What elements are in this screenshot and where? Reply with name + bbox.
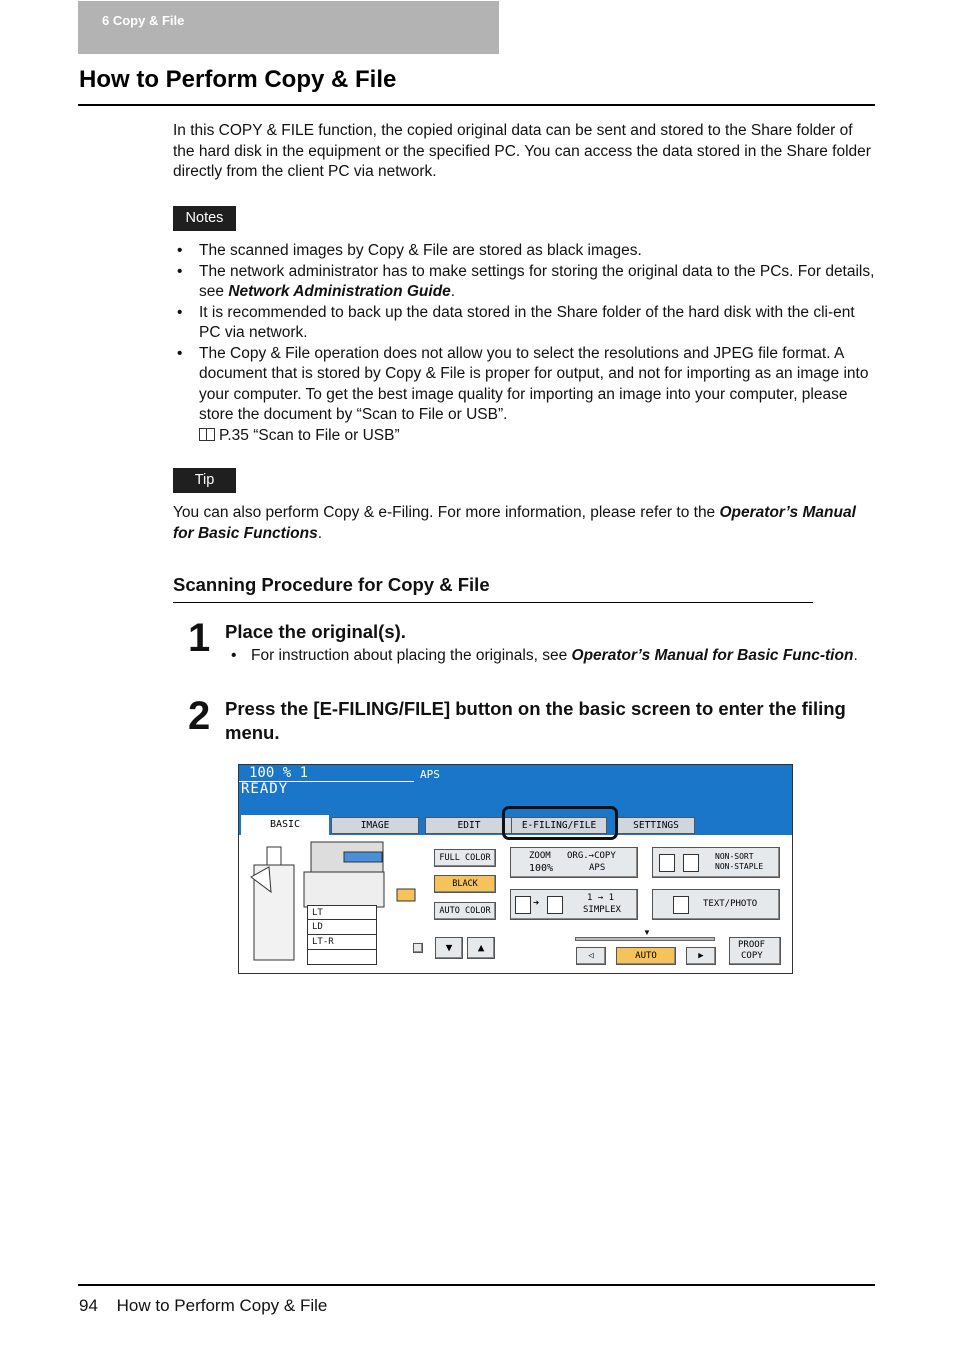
step-bullet-punct: . bbox=[853, 647, 858, 664]
list-icon bbox=[413, 943, 423, 953]
paper-size-item[interactable]: LT-R bbox=[307, 935, 377, 950]
note-item bbox=[177, 262, 877, 303]
page-title: How to Perform Copy & File bbox=[79, 66, 397, 93]
tip-punct: . bbox=[317, 524, 322, 542]
document-icon bbox=[659, 854, 675, 872]
original-mode-button[interactable] bbox=[652, 889, 780, 920]
tip-text bbox=[173, 503, 873, 544]
tip-reference: Operator’s Manual for Basic Functions bbox=[173, 504, 856, 542]
proof-label: PROOF bbox=[738, 940, 766, 950]
sort-label: NON-SORT bbox=[715, 852, 754, 861]
page-number: 94 bbox=[79, 1296, 98, 1315]
chapter-tab-label: 6 Copy & File bbox=[102, 13, 185, 28]
step-number: 2 bbox=[188, 694, 211, 738]
duplex-mode: SIMPLEX bbox=[583, 905, 621, 915]
original-size-label: APS bbox=[589, 863, 606, 873]
note-item: • The scanned images by Copy & File are stored as black images. bbox=[177, 241, 877, 262]
notes-list bbox=[177, 241, 877, 446]
footer-title: How to Perform Copy & File bbox=[116, 1296, 328, 1315]
paper-size-item[interactable] bbox=[307, 950, 377, 965]
tab-basic[interactable]: BASIC bbox=[241, 815, 329, 837]
document-icon bbox=[683, 854, 699, 872]
tab-e-filing-file[interactable]: E-FILING/FILE bbox=[511, 817, 607, 834]
density-slider[interactable] bbox=[575, 937, 715, 941]
staple-label: NON-STAPLE bbox=[715, 862, 764, 871]
footer bbox=[79, 1296, 327, 1316]
auto-color-button[interactable]: AUTO COLOR bbox=[434, 902, 496, 920]
book-icon bbox=[199, 428, 215, 441]
zoom-button[interactable] bbox=[510, 847, 638, 878]
footer-rule bbox=[78, 1284, 875, 1286]
lighter-button[interactable]: ◁ bbox=[576, 947, 606, 965]
text-photo-icon bbox=[673, 896, 689, 914]
tip-body: You can also perform Copy & e-Filing. For more information, please refer to the bbox=[173, 504, 720, 521]
step-title: Place the original(s). bbox=[225, 621, 406, 642]
status-message: READY bbox=[241, 781, 289, 797]
e-filing-highlight bbox=[502, 806, 618, 840]
proof-copy-button[interactable] bbox=[729, 937, 781, 965]
copy-label: COPY bbox=[741, 951, 763, 961]
mode-label: TEXT/PHOTO bbox=[703, 899, 758, 909]
paper-size-item[interactable]: LT bbox=[307, 905, 377, 920]
manual-reference: Operator’s Manual for Basic Func-tion bbox=[571, 647, 854, 664]
zoom-value: 100% bbox=[529, 863, 554, 874]
scroll-down-button[interactable]: ▼ bbox=[435, 937, 463, 959]
notes-label: Notes bbox=[173, 206, 236, 231]
duplex-ratio: 1 → 1 bbox=[587, 893, 615, 903]
density-marker-icon: ▼ bbox=[643, 928, 651, 937]
intro-paragraph: In this COPY & FILE function, the copied original data can be sent and stored to the Share folder of the hard disk in the equipment or the specified PC. You can access the data stored in the Share folder directly from the client PC via network. bbox=[173, 122, 871, 180]
tab-settings[interactable]: SETTINGS bbox=[617, 817, 695, 834]
chapter-tab bbox=[78, 1, 499, 54]
original-to-copy-label: ORG.→COPY bbox=[567, 851, 616, 861]
aps-indicator: APS bbox=[420, 768, 440, 781]
tab-image[interactable]: IMAGE bbox=[331, 817, 419, 834]
auto-density-button[interactable] bbox=[616, 947, 676, 965]
step-title: Press the [E-FILING/FILE] button on the basic screen to enter the filing menu. bbox=[225, 698, 846, 743]
note-punct: . bbox=[450, 283, 456, 300]
control-panel-screenshot bbox=[238, 764, 793, 974]
section-heading: Scanning Procedure for Copy & File bbox=[173, 574, 490, 595]
black-button[interactable]: BLACK bbox=[434, 875, 496, 893]
note-item bbox=[177, 344, 877, 447]
section-rule bbox=[173, 602, 813, 603]
page-reference[interactable] bbox=[199, 426, 877, 447]
tip-label: Tip bbox=[173, 468, 236, 493]
title-rule bbox=[78, 104, 875, 106]
full-color-button[interactable]: FULL COLOR bbox=[434, 849, 496, 867]
arrow-right-icon: ➜ bbox=[533, 898, 540, 909]
note-text: The network administrator has to make settings for storing the original data to the PCs. For details, see bbox=[199, 262, 875, 300]
paper-size-list bbox=[307, 905, 377, 965]
page-reference-text: P.35 “Scan to File or USB” bbox=[219, 426, 400, 444]
note-text: The Copy & File operation does not allow you to select the resolutions and JPEG file format. A document that is stored by Copy & File is proper for output, and not for importing as an image into your computer. To get the best image quality for importing an image into your computer, please store the document by “Scan to File or USB”. bbox=[199, 344, 869, 423]
page-icon bbox=[515, 896, 531, 914]
guide-reference: Network Administration Guide bbox=[228, 283, 451, 300]
paper-size-item[interactable]: LD bbox=[307, 920, 377, 935]
sort-staple-button[interactable] bbox=[652, 847, 780, 878]
zoom-label: ZOOM bbox=[529, 851, 551, 861]
auto-label: AUTO bbox=[635, 951, 657, 961]
page-icon bbox=[547, 896, 563, 914]
note-item: • It is recommended to back up the data stored in the Share folder of the hard disk with the cli-ent PC via network. bbox=[177, 303, 877, 344]
duplex-button[interactable] bbox=[510, 889, 638, 920]
step-bullet bbox=[231, 646, 871, 667]
step-bullet-text: For instruction about placing the originals, see bbox=[251, 647, 572, 664]
darker-button[interactable]: ▶ bbox=[686, 947, 716, 965]
tab-edit[interactable]: EDIT bbox=[425, 817, 513, 834]
scroll-up-button[interactable]: ▲ bbox=[467, 937, 495, 959]
step-number: 1 bbox=[188, 616, 211, 660]
panel-header bbox=[239, 765, 792, 807]
copy-count-display: 100 % 1 bbox=[249, 765, 309, 781]
